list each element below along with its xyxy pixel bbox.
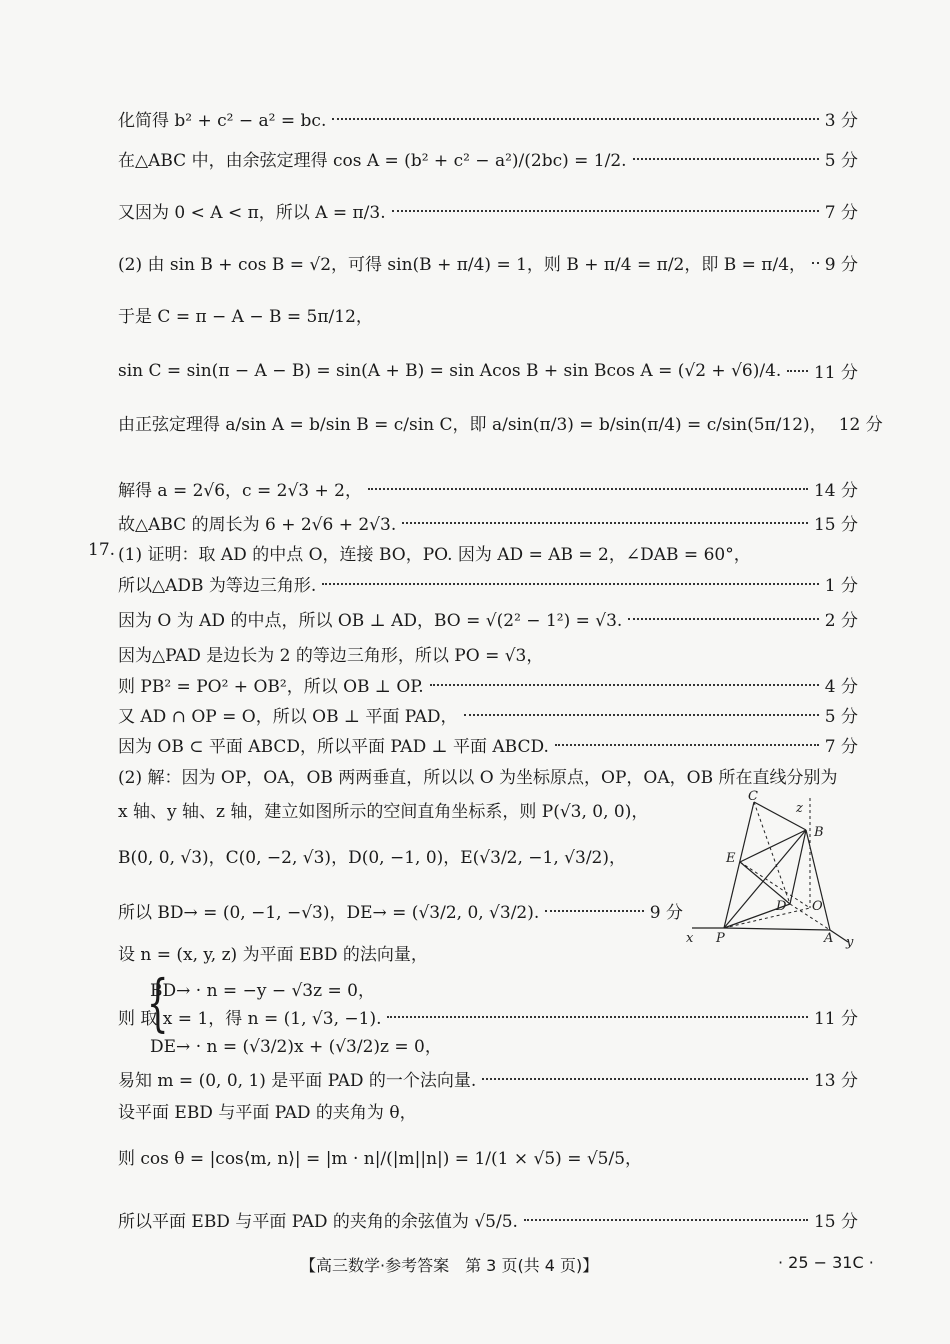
leader-dots: [332, 118, 818, 120]
score-label: 5 分: [824, 707, 858, 727]
leader-dots: [464, 714, 819, 716]
line-text: 故△ABC 的周长为 6 + 2√6 + 2√3.: [118, 515, 397, 535]
answer-line-2: [118, 146, 858, 171]
score-label: 3 分: [824, 111, 858, 131]
edge-ba: [806, 830, 830, 930]
line-text: (1) 证明：取 AD 的中点 O，连接 BO，PO. 因为 AD = AB = 2，∠DAB = 60°，: [118, 545, 751, 565]
score-label: 9 分: [649, 903, 683, 923]
line-text: 又因为 0 < A < π，所以 A = π/3.: [118, 203, 386, 223]
answer-line-23: [118, 1066, 858, 1091]
leader-dots: [787, 370, 808, 372]
footer-title: 【高三数学·参考答案 第 3 页(共 4 页)】: [300, 1256, 599, 1275]
score-label: 11 分: [813, 363, 858, 383]
score-label: 15 分: [813, 1212, 858, 1232]
line-text: 解得 a = 2√6，c = 2√3 + 2，: [118, 481, 362, 501]
answer-line-20: [118, 898, 683, 923]
answer-line-12: [118, 606, 858, 631]
line-text: 又 AD ∩ OP = O，所以 OB ⊥ 平面 PAD，: [118, 707, 458, 727]
answer-line-10: [118, 540, 858, 565]
leader-dots: [633, 158, 819, 160]
line-text: 于是 C = π − A − B = 5π/12，: [118, 307, 373, 327]
label-o: O: [812, 899, 823, 914]
line-text: 因为 O 为 AD 的中点，所以 OB ⊥ AD，BO = √(2² − 1²) = √3.: [118, 611, 623, 631]
leader-dots: [387, 1016, 807, 1018]
leader-dots: [628, 618, 818, 620]
line-text: 则 cos θ = |cos⟨m, n⟩| = |m · n|/(|m||n|) = 1/(1 × √5) = √5/5，: [118, 1149, 643, 1169]
leader-dots: [812, 262, 819, 264]
leader-dots: [322, 583, 818, 585]
line-text: 设平面 EBD 与平面 PAD 的夹角为 θ，: [118, 1103, 417, 1123]
score-label: 7 分: [824, 737, 858, 757]
label-z: z: [796, 801, 803, 816]
edge-po: [724, 908, 810, 928]
edge-pa: [724, 928, 830, 930]
label-d: D: [776, 899, 787, 914]
system-eq-2: [150, 1032, 470, 1057]
line-text: 则 PB² = PO² + OB²，所以 OB ⊥ OP.: [118, 677, 424, 697]
line-text: x 轴、y 轴、z 轴，建立如图所示的空间直角坐标系，则 P(√3, 0, 0)，: [118, 802, 649, 822]
answer-line-24: [118, 1098, 858, 1123]
question-number: 17.: [88, 540, 116, 560]
answer-line-15: [118, 702, 858, 727]
edge-eo: [740, 862, 810, 908]
line-text: B(0, 0, √3)，C(0, −2, √3)，D(0, −1, 0)，E(√3/2, −1, √3/2)，: [118, 848, 626, 868]
line-text: 因为△PAD 是边长为 2 的等边三角形，所以 PO = √3，: [118, 646, 544, 666]
score-label: 11 分: [813, 1009, 858, 1029]
label-e: E: [726, 851, 736, 866]
answer-line-3: [118, 198, 858, 223]
label-a: A: [824, 931, 834, 946]
line-text: 由正弦定理得 a/sin A = b/sin B = c/sin C，即 a/sin(π/3) = b/sin(π/4) = c/sin(5π/12)，: [118, 415, 827, 435]
leader-dots: [402, 522, 808, 524]
line-text: 则 取 x = 1，得 n = (1, √3, −1).: [118, 1009, 382, 1029]
score-label: 5 分: [824, 151, 858, 171]
line-text: 所以 BD→ = (0, −1, −√3)，DE→ = (√3/2, 0, √3/2).: [118, 903, 540, 923]
line-text: (2) 解：因为 OP，OA，OB 两两垂直，所以以 O 为坐标原点，OP，OA，OB 所在直线分别为: [118, 768, 838, 788]
score-label: 7 分: [824, 203, 858, 223]
answer-line-9: [118, 510, 858, 535]
leader-dots: [482, 1078, 808, 1080]
label-b: B: [814, 825, 824, 840]
line-text: 因为 OB ⊂ 平面 ABCD，所以平面 PAD ⊥ 平面 ABCD.: [118, 737, 549, 757]
answer-line-25: [118, 1144, 858, 1169]
leader-dots: [524, 1219, 808, 1221]
system-eq-1: [150, 976, 450, 1001]
leader-dots: [430, 684, 819, 686]
line-text: 所以平面 EBD 与平面 PAD 的夹角的余弦值为 √5/5.: [118, 1212, 518, 1232]
line-text: DE→ · n = (√3/2)x + (√3/2)z = 0，: [150, 1037, 442, 1057]
answer-line-8: [118, 476, 858, 501]
score-label: 2 分: [824, 611, 858, 631]
answer-line-6: [118, 358, 858, 383]
line-text: BD→ · n = −y − √3z = 0，: [150, 981, 375, 1001]
leader-dots: [392, 210, 819, 212]
answer-line-1: [118, 106, 858, 131]
score-label: 9 分: [824, 255, 858, 275]
line-text: 易知 m = (0, 0, 1) 是平面 PAD 的一个法向量.: [118, 1071, 477, 1091]
score-label: 14 分: [813, 481, 858, 501]
answer-line-16: [118, 732, 858, 757]
answer-line-17: [118, 763, 858, 788]
label-c: C: [748, 790, 758, 804]
answer-line-14: [118, 672, 858, 697]
answer-line-26: [118, 1207, 858, 1232]
line-text: 设 n = (x, y, z) 为平面 EBD 的法向量，: [118, 945, 428, 965]
line-text: 在△ABC 中，由余弦定理得 cos A = (b² + c² − a²)/(2bc) = 1/2.: [118, 151, 627, 171]
edge-be: [740, 830, 806, 862]
label-y: y: [846, 935, 854, 950]
score-label: 13 分: [813, 1071, 858, 1091]
line-text: sin C = sin(π − A − B) = sin(A + B) = sin Acos B + sin Bcos A = (√2 + √6)/4.: [118, 360, 782, 381]
score-label: 4 分: [824, 677, 858, 697]
answer-line-22: [118, 1004, 858, 1029]
leader-dots: [545, 910, 643, 912]
score-label: 1 分: [824, 576, 858, 596]
score-label: 12 分: [838, 415, 883, 435]
score-label: 15 分: [813, 515, 858, 535]
system-brace: {: [146, 966, 169, 1039]
line-text: (2) 由 sin B + cos B = √2，可得 sin(B + π/4) = 1，则 B + π/4 = π/2，即 B = π/4，: [118, 255, 807, 275]
answer-line-4: [118, 250, 858, 275]
leader-dots: [368, 488, 808, 490]
line-text: 化简得 b² + c² − a² = bc.: [118, 111, 327, 131]
edge-bd: [790, 830, 806, 904]
answer-line-13: [118, 641, 858, 666]
line-text: 所以△ADB 为等边三角形.: [118, 576, 317, 596]
label-p: P: [716, 931, 725, 946]
leader-dots: [555, 744, 819, 746]
answer-line-11: [118, 571, 858, 596]
answer-line-7: [118, 410, 883, 435]
geometry-diagram: [682, 790, 862, 950]
footer-code: · 25 − 31C ·: [778, 1253, 874, 1272]
answer-line-5: [118, 302, 858, 327]
label-x: x: [686, 931, 694, 946]
